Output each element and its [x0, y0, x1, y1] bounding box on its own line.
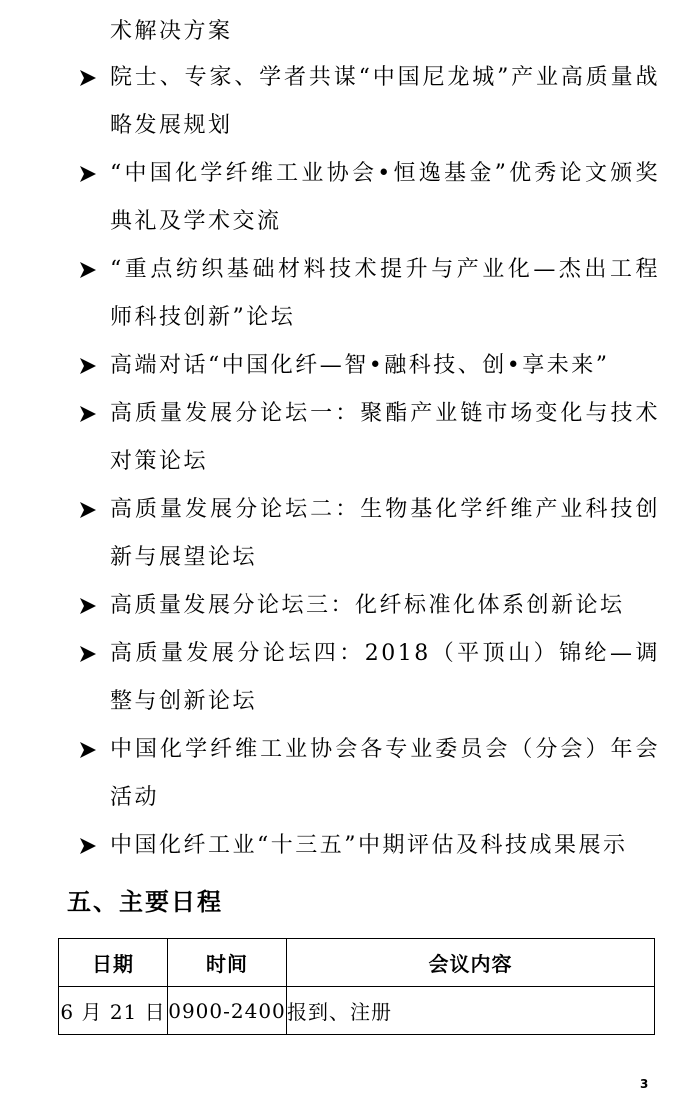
bullet-text: 高端对话“中国化纤—智•融科技、创•享未来” [110, 353, 610, 378]
arrowhead-bullet-icon [79, 357, 97, 375]
arrowhead-bullet-icon [79, 597, 97, 615]
arrowhead-bullet-icon [79, 741, 97, 759]
column-header-date: 日期 [59, 939, 168, 987]
bullet-text: 中国化学纤维工业协会各专业委员会（分会）年会活动 [110, 737, 660, 810]
bullet-text: 高质量发展分论坛四：2018（平顶山）锦纶—调整与创新论坛 [110, 641, 660, 714]
arrowhead-bullet-icon [79, 165, 97, 183]
table-header-row [59, 939, 655, 987]
bullet-text: 高质量发展分论坛一：聚酯产业链市场变化与技术对策论坛 [110, 401, 660, 474]
section-heading: 五、主要日程 [67, 888, 223, 916]
bullet-text: 院士、专家、学者共谋“中国尼龙城”产业高质量战略发展规划 [110, 65, 660, 138]
bullet-text: 中国化纤工业“十三五”中期评估及科技成果展示 [110, 833, 628, 858]
table-cell-content: 报到、注册 [287, 987, 655, 1035]
continuation-text: 术解决方案 [110, 19, 233, 44]
bullet-text: 高质量发展分论坛三：化纤标准化体系创新论坛 [110, 593, 625, 618]
bullet-text: “中国化学纤维工业协会•恒逸基金”优秀论文颁奖典礼及学术交流 [110, 161, 660, 234]
arrowhead-bullet-icon [79, 645, 97, 663]
column-header-time: 时间 [168, 939, 287, 987]
arrowhead-bullet-icon [79, 405, 97, 423]
column-header-content: 会议内容 [287, 939, 655, 987]
table-cell-date: 6 月 21 日 [59, 987, 168, 1035]
bullet-text: 高质量发展分论坛二：生物基化学纤维产业科技创新与展望论坛 [110, 497, 660, 570]
table-cell-time: 0900-2400 [168, 987, 287, 1035]
arrowhead-bullet-icon [79, 261, 97, 279]
page-number: 3 [640, 1077, 649, 1091]
bullet-text: “重点纺织基础材料技术提升与产业化—杰出工程师科技创新”论坛 [110, 257, 660, 330]
table-row [59, 987, 655, 1035]
schedule-table [58, 938, 655, 1035]
arrowhead-bullet-icon [79, 501, 97, 519]
arrowhead-bullet-icon [79, 837, 97, 855]
arrowhead-bullet-icon [79, 69, 97, 87]
